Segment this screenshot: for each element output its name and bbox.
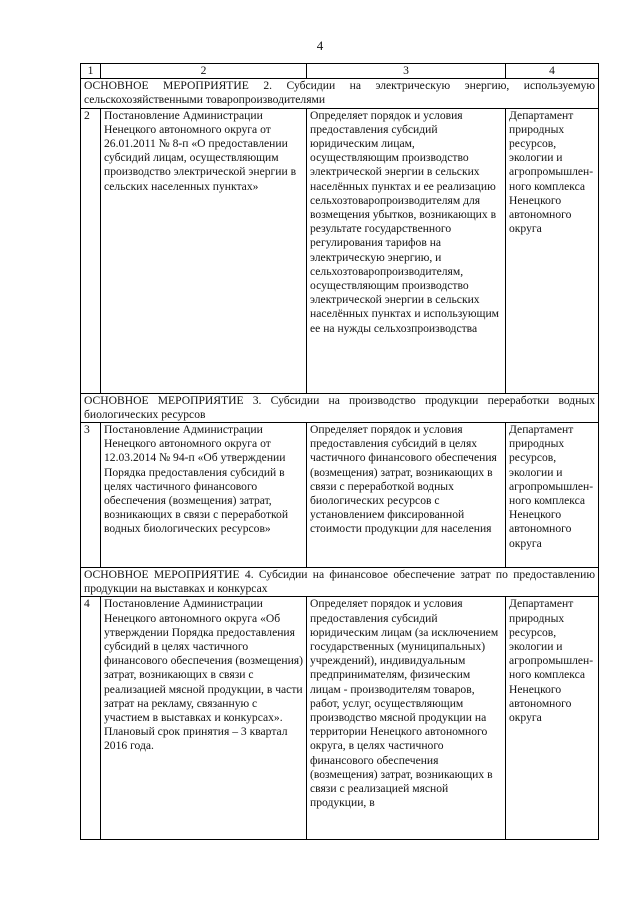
responsible-cell: Департамент природных ресурсов, экологии и агропромышлен-ного комплекса Ненецкого автономного округа: [506, 108, 599, 393]
row-number: 4: [81, 597, 101, 840]
section-heading-row: [81, 393, 599, 422]
page-number: 4: [316, 38, 324, 53]
document-cell: Постановление Администрации Ненецкого автономного округа «Об утверждении Порядка предоставления субсидий в целях частичного финансового обеспечения (возмещения) затрат, возникающих в связи с реализацией мясной продукции, в части затрат на рекламу, связанную с участием в выставках и конкурсах». Плановый срок принятия – 3 квартал 2016 года.: [101, 597, 307, 840]
row-number: 2: [81, 108, 101, 393]
header-col-1: 1: [81, 64, 101, 79]
header-row: [81, 64, 599, 79]
section-heading: ОСНОВНОЕ МЕРОПРИЯТИЕ 3. Субсидии на производство продукции переработки водных биологических ресурсов: [81, 393, 599, 422]
section-heading: ОСНОВНОЕ МЕРОПРИЯТИЕ 2. Субсидии на электрическую энергию, используемую сельскохозяйственными товаропроизводителями: [81, 79, 599, 108]
section-heading-row: [81, 568, 599, 597]
document-cell: Постановление Администрации Ненецкого автономного округа от 26.01.2011 № 8-п «О предоставлении субсидий лицам, осуществляющим производство электрической энергии в сельских населенных пунктах»: [101, 108, 307, 393]
responsible-cell: Департамент природных ресурсов, экологии и агропромышлен-ного комплекса Ненецкого автономного округа: [506, 423, 599, 568]
content-cell: Определяет порядок и условия предоставления субсидий юридическим лицам, осуществляющим производство электрической энергии в сельских населённых пунктах и ее реализацию сельхозтоваропроизводителям для возмещения убытков, возникающих в результате государственного регулирования тарифов на электрическую энергию, и сельхозтоваропроизводителям, осуществляющим производство электрической энергии в сельских населённых пунктах и использующим ее на нужды сельхозпроизводства: [307, 108, 506, 393]
responsible-cell: Департамент природных ресурсов, экологии и агропромышлен-ного комплекса Ненецкого автономного округа: [506, 597, 599, 840]
row-number: 3: [81, 423, 101, 568]
header-col-3: 3: [307, 64, 506, 79]
section-heading: ОСНОВНОЕ МЕРОПРИЯТИЕ 4. Субсидии на финансовое обеспечение затрат по предоставлению продукции на выставках и конкурсах: [81, 568, 599, 597]
document-cell: Постановление Администрации Ненецкого автономного округа от 12.03.2014 № 94-п «Об утверждении Порядка предоставления субсидий в целях частичного финансового обеспечения (возмещения) затрат, возникающих в связи с переработкой водных биологических ресурсов»: [101, 423, 307, 568]
header-col-2: 2: [101, 64, 307, 79]
measures-table: [80, 63, 599, 840]
content-cell: Определяет порядок и условия предоставления субсидий юридическим лицам (за исключением государственных (муниципальных) учреждений), индивидуальным предпринимателям, физическим лицам - производителям товаров, работ, услуг, осуществляющим производство мясной продукции на территории Ненецкого автономного округа, в целях частичного финансового обеспечения (возмещения) затрат, возникающих в связи с реализацией мясной продукции, в: [307, 597, 506, 840]
table-row: [81, 423, 599, 568]
table-row: [81, 597, 599, 840]
content-cell: Определяет порядок и условия предоставления субсидий в целях частичного финансового обеспечения (возмещения) затрат, возникающих в связи с переработкой водных биологических ресурсов с установлением фиксированной стоимости продукции для населения: [307, 423, 506, 568]
section-heading-row: [81, 79, 599, 108]
table-row: [81, 108, 599, 393]
header-col-4: 4: [506, 64, 599, 79]
